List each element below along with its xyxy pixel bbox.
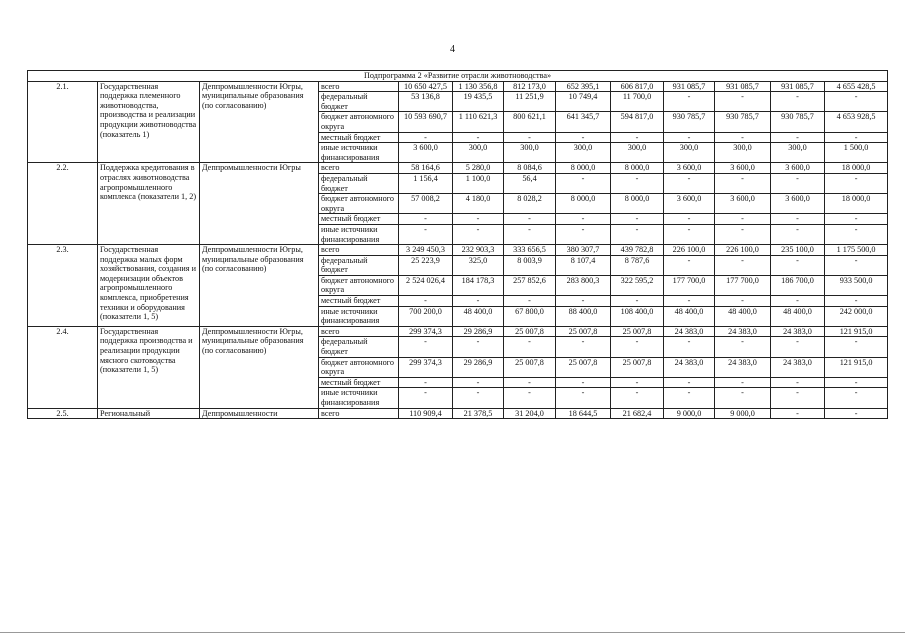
table-row bbox=[28, 245, 888, 256]
amount-cell: 177 700,0 bbox=[664, 275, 715, 295]
funding-source-label: бюджет автономного округа bbox=[319, 112, 399, 132]
amount-cell: - bbox=[771, 255, 825, 275]
amount-cell: - bbox=[556, 337, 611, 357]
amount-cell: - bbox=[664, 92, 715, 112]
amount-cell: - bbox=[556, 173, 611, 193]
amount-cell: - bbox=[825, 224, 888, 244]
amount-cell: - bbox=[715, 214, 771, 225]
amount-cell: 4 655 428,5 bbox=[825, 81, 888, 92]
amount-cell: 931 085,7 bbox=[771, 81, 825, 92]
amount-cell: 108 400,0 bbox=[611, 306, 664, 326]
amount-cell: 232 903,3 bbox=[453, 245, 504, 256]
amount-cell: 9 000,0 bbox=[664, 408, 715, 419]
bottom-rule bbox=[0, 632, 905, 633]
amount-cell: 25 007,8 bbox=[504, 326, 556, 337]
amount-cell: 25 007,8 bbox=[556, 357, 611, 377]
amount-cell: - bbox=[825, 337, 888, 357]
amount-cell: 110 909,4 bbox=[399, 408, 453, 419]
amount-cell: - bbox=[611, 296, 664, 307]
amount-cell: - bbox=[504, 224, 556, 244]
amount-cell: 300,0 bbox=[611, 143, 664, 163]
funding-source-label: бюджет автономного округа bbox=[319, 194, 399, 214]
amount-cell: 121 915,0 bbox=[825, 326, 888, 337]
amount-cell: 67 800,0 bbox=[504, 306, 556, 326]
amount-cell: 18 644,5 bbox=[556, 408, 611, 419]
measure-number: 2.5. bbox=[28, 408, 98, 419]
amount-cell: - bbox=[771, 224, 825, 244]
amount-cell: - bbox=[715, 296, 771, 307]
amount-cell: 652 395,1 bbox=[556, 81, 611, 92]
amount-cell: 4 653 928,5 bbox=[825, 112, 888, 132]
amount-cell: - bbox=[664, 255, 715, 275]
amount-cell: - bbox=[611, 224, 664, 244]
amount-cell: - bbox=[399, 132, 453, 143]
amount-cell: 931 085,7 bbox=[715, 81, 771, 92]
amount-cell: - bbox=[825, 408, 888, 419]
measure-number: 2.2. bbox=[28, 163, 98, 245]
amount-cell: 300,0 bbox=[664, 143, 715, 163]
amount-cell: 300,0 bbox=[556, 143, 611, 163]
amount-cell: - bbox=[399, 214, 453, 225]
amount-cell: 21 378,5 bbox=[453, 408, 504, 419]
measure-number: 2.1. bbox=[28, 81, 98, 163]
amount-cell: 3 600,0 bbox=[399, 143, 453, 163]
funding-source-label: бюджет автономного округа bbox=[319, 275, 399, 295]
amount-cell: - bbox=[715, 377, 771, 388]
amount-cell: 25 223,9 bbox=[399, 255, 453, 275]
funding-source-label: всего bbox=[319, 326, 399, 337]
amount-cell: - bbox=[504, 337, 556, 357]
amount-cell: 300,0 bbox=[715, 143, 771, 163]
amount-cell: 10 593 690,7 bbox=[399, 112, 453, 132]
amount-cell: 300,0 bbox=[771, 143, 825, 163]
amount-cell: - bbox=[453, 132, 504, 143]
amount-cell: 88 400,0 bbox=[556, 306, 611, 326]
amount-cell: 700 200,0 bbox=[399, 306, 453, 326]
amount-cell: 3 600,0 bbox=[771, 163, 825, 174]
amount-cell: 184 178,3 bbox=[453, 275, 504, 295]
amount-cell: 24 383,0 bbox=[664, 326, 715, 337]
amount-cell: 300,0 bbox=[504, 143, 556, 163]
amount-cell: - bbox=[556, 377, 611, 388]
measure-title: Региональный bbox=[98, 408, 200, 419]
amount-cell: 299 374,3 bbox=[399, 357, 453, 377]
amount-cell: 25 007,8 bbox=[556, 326, 611, 337]
page-number: 4 bbox=[450, 44, 455, 55]
amount-cell: 3 600,0 bbox=[664, 163, 715, 174]
amount-cell: 931 085,7 bbox=[664, 81, 715, 92]
amount-cell: 1 130 356,8 bbox=[453, 81, 504, 92]
table-row bbox=[28, 326, 888, 337]
amount-cell: - bbox=[771, 377, 825, 388]
funding-source-label: иные источники финансирования bbox=[319, 306, 399, 326]
amount-cell: 186 700,0 bbox=[771, 275, 825, 295]
amount-cell: - bbox=[453, 296, 504, 307]
table-row bbox=[28, 408, 888, 419]
amount-cell: 9 000,0 bbox=[715, 408, 771, 419]
amount-cell: - bbox=[715, 224, 771, 244]
amount-cell: - bbox=[504, 388, 556, 408]
amount-cell: - bbox=[399, 388, 453, 408]
amount-cell: 257 852,6 bbox=[504, 275, 556, 295]
amount-cell: - bbox=[611, 377, 664, 388]
amount-cell: 8 000,0 bbox=[556, 194, 611, 214]
amount-cell: - bbox=[664, 132, 715, 143]
amount-cell: 226 100,0 bbox=[664, 245, 715, 256]
funding-source-label: иные источники финансирования bbox=[319, 143, 399, 163]
amount-cell: 3 600,0 bbox=[715, 194, 771, 214]
amount-cell: 8 003,9 bbox=[504, 255, 556, 275]
amount-cell: - bbox=[504, 377, 556, 388]
amount-cell: 8 028,2 bbox=[504, 194, 556, 214]
amount-cell: - bbox=[556, 214, 611, 225]
amount-cell: - bbox=[715, 132, 771, 143]
amount-cell: - bbox=[399, 224, 453, 244]
amount-cell: 3 600,0 bbox=[771, 194, 825, 214]
amount-cell: 325,0 bbox=[453, 255, 504, 275]
amount-cell: - bbox=[664, 173, 715, 193]
amount-cell: - bbox=[825, 296, 888, 307]
measure-title: Государственная поддержка малых форм хозяйствования, создания и модернизации объектов агропромышленного комплекса, приобретения техники и оборудования (показатели 1, 5) bbox=[98, 245, 200, 327]
amount-cell: - bbox=[715, 337, 771, 357]
amount-cell: 57 008,2 bbox=[399, 194, 453, 214]
funding-source-label: всего bbox=[319, 245, 399, 256]
amount-cell: 641 345,7 bbox=[556, 112, 611, 132]
amount-cell: - bbox=[715, 255, 771, 275]
amount-cell: - bbox=[664, 214, 715, 225]
amount-cell: - bbox=[715, 388, 771, 408]
amount-cell: - bbox=[825, 214, 888, 225]
amount-cell: 439 782,8 bbox=[611, 245, 664, 256]
amount-cell: - bbox=[611, 337, 664, 357]
amount-cell: 177 700,0 bbox=[715, 275, 771, 295]
subprogram-header-row bbox=[28, 71, 888, 82]
amount-cell: 48 400,0 bbox=[715, 306, 771, 326]
amount-cell: - bbox=[771, 214, 825, 225]
amount-cell: - bbox=[825, 388, 888, 408]
amount-cell: - bbox=[556, 296, 611, 307]
amount-cell: 333 656,5 bbox=[504, 245, 556, 256]
amount-cell: 11 251,9 bbox=[504, 92, 556, 112]
funding-source-label: федеральный бюджет bbox=[319, 255, 399, 275]
amount-cell: 299 374,3 bbox=[399, 326, 453, 337]
funding-source-label: местный бюджет bbox=[319, 132, 399, 143]
table-row bbox=[28, 81, 888, 92]
amount-cell: - bbox=[715, 173, 771, 193]
amount-cell: 4 180,0 bbox=[453, 194, 504, 214]
measure-executor: Деппромышленности Югры, муниципальные образования (по согласованию) bbox=[200, 245, 319, 327]
amount-cell: 242 000,0 bbox=[825, 306, 888, 326]
amount-cell: - bbox=[611, 214, 664, 225]
amount-cell: - bbox=[825, 377, 888, 388]
subprogram-title: Подпрограмма 2 «Развитие отрасли животноводства» bbox=[28, 71, 888, 82]
amount-cell: - bbox=[771, 173, 825, 193]
amount-cell: 31 204,0 bbox=[504, 408, 556, 419]
amount-cell: 24 383,0 bbox=[715, 326, 771, 337]
measure-executor: Деппромышленности Югры, муниципальные образования (по согласованию) bbox=[200, 326, 319, 408]
amount-cell: 25 007,8 bbox=[611, 326, 664, 337]
amount-cell: 1 100,0 bbox=[453, 173, 504, 193]
amount-cell: - bbox=[771, 92, 825, 112]
amount-cell: 283 800,3 bbox=[556, 275, 611, 295]
funding-source-label: иные источники финансирования bbox=[319, 224, 399, 244]
amount-cell: - bbox=[453, 388, 504, 408]
amount-cell: 48 400,0 bbox=[771, 306, 825, 326]
measure-title: Государственная поддержка племенного животноводства, производства и реализации продукции животноводства (показатель 1) bbox=[98, 81, 200, 163]
amount-cell: 11 700,0 bbox=[611, 92, 664, 112]
amount-cell: - bbox=[664, 224, 715, 244]
amount-cell: 25 007,8 bbox=[504, 357, 556, 377]
amount-cell: 933 500,0 bbox=[825, 275, 888, 295]
amount-cell: - bbox=[825, 132, 888, 143]
amount-cell: - bbox=[611, 173, 664, 193]
amount-cell: 235 100,0 bbox=[771, 245, 825, 256]
amount-cell: 1 175 500,0 bbox=[825, 245, 888, 256]
amount-cell: 8 787,6 bbox=[611, 255, 664, 275]
amount-cell: 56,4 bbox=[504, 173, 556, 193]
funding-source-label: местный бюджет bbox=[319, 377, 399, 388]
amount-cell: - bbox=[664, 377, 715, 388]
budget-table bbox=[27, 70, 888, 419]
amount-cell: - bbox=[611, 388, 664, 408]
amount-cell: 380 307,7 bbox=[556, 245, 611, 256]
funding-source-label: местный бюджет bbox=[319, 214, 399, 225]
amount-cell: 606 817,0 bbox=[611, 81, 664, 92]
table-row bbox=[28, 163, 888, 174]
measure-number: 2.4. bbox=[28, 326, 98, 408]
funding-source-label: всего bbox=[319, 408, 399, 419]
amount-cell: 8 000,0 bbox=[611, 163, 664, 174]
amount-cell: 800 621,1 bbox=[504, 112, 556, 132]
amount-cell: 48 400,0 bbox=[453, 306, 504, 326]
amount-cell: 3 600,0 bbox=[715, 163, 771, 174]
amount-cell: 1 110 621,3 bbox=[453, 112, 504, 132]
amount-cell: - bbox=[399, 377, 453, 388]
amount-cell: - bbox=[399, 296, 453, 307]
amount-cell: - bbox=[771, 408, 825, 419]
amount-cell: 24 383,0 bbox=[771, 357, 825, 377]
amount-cell: 3 600,0 bbox=[664, 194, 715, 214]
amount-cell: - bbox=[664, 388, 715, 408]
amount-cell: 48 400,0 bbox=[664, 306, 715, 326]
funding-source-label: федеральный бюджет bbox=[319, 173, 399, 193]
amount-cell: 812 173,0 bbox=[504, 81, 556, 92]
amount-cell: 930 785,7 bbox=[715, 112, 771, 132]
amount-cell: 53 136,8 bbox=[399, 92, 453, 112]
measure-executor: Деппромышленности bbox=[200, 408, 319, 419]
amount-cell: 10 749,4 bbox=[556, 92, 611, 112]
amount-cell: - bbox=[771, 132, 825, 143]
funding-source-label: всего bbox=[319, 81, 399, 92]
amount-cell: 25 007,8 bbox=[611, 357, 664, 377]
amount-cell: - bbox=[771, 388, 825, 408]
amount-cell: 930 785,7 bbox=[771, 112, 825, 132]
amount-cell: - bbox=[825, 173, 888, 193]
amount-cell: 18 000,0 bbox=[825, 163, 888, 174]
amount-cell: 322 595,2 bbox=[611, 275, 664, 295]
amount-cell: 1 156,4 bbox=[399, 173, 453, 193]
measure-executor: Деппромышленности Югры, муниципальные образования (по согласованию) bbox=[200, 81, 319, 163]
amount-cell: - bbox=[825, 92, 888, 112]
amount-cell: - bbox=[771, 337, 825, 357]
amount-cell: 8 000,0 bbox=[556, 163, 611, 174]
amount-cell: 24 383,0 bbox=[771, 326, 825, 337]
amount-cell: 2 524 026,4 bbox=[399, 275, 453, 295]
amount-cell: 19 435,5 bbox=[453, 92, 504, 112]
amount-cell: - bbox=[399, 337, 453, 357]
amount-cell: - bbox=[504, 214, 556, 225]
measure-number: 2.3. bbox=[28, 245, 98, 327]
amount-cell: 21 682,4 bbox=[611, 408, 664, 419]
amount-cell: - bbox=[453, 224, 504, 244]
amount-cell: 8 107,4 bbox=[556, 255, 611, 275]
funding-source-label: бюджет автономного округа bbox=[319, 357, 399, 377]
amount-cell: 29 286,9 bbox=[453, 326, 504, 337]
amount-cell: 24 383,0 bbox=[664, 357, 715, 377]
amount-cell: 18 000,0 bbox=[825, 194, 888, 214]
amount-cell: 226 100,0 bbox=[715, 245, 771, 256]
amount-cell: - bbox=[453, 337, 504, 357]
amount-cell: 29 286,9 bbox=[453, 357, 504, 377]
amount-cell: 24 383,0 bbox=[715, 357, 771, 377]
amount-cell: - bbox=[825, 255, 888, 275]
amount-cell: 121 915,0 bbox=[825, 357, 888, 377]
amount-cell: - bbox=[556, 388, 611, 408]
measure-executor: Деппромышленности Югры bbox=[200, 163, 319, 245]
amount-cell: - bbox=[664, 296, 715, 307]
amount-cell: 300,0 bbox=[453, 143, 504, 163]
funding-source-label: федеральный бюджет bbox=[319, 337, 399, 357]
measure-title: Поддержка кредитования в отраслях животноводства агропромышленного комплекса (показатели 1, 2) bbox=[98, 163, 200, 245]
amount-cell: - bbox=[556, 224, 611, 244]
measure-title: Государственная поддержка производства и реализации продукции мясного скотоводства (показатели 1, 5) bbox=[98, 326, 200, 408]
funding-source-label: федеральный бюджет bbox=[319, 92, 399, 112]
amount-cell: 58 164,6 bbox=[399, 163, 453, 174]
amount-cell: 3 249 450,3 bbox=[399, 245, 453, 256]
amount-cell: 8 000,0 bbox=[611, 194, 664, 214]
amount-cell: - bbox=[556, 132, 611, 143]
amount-cell: - bbox=[504, 296, 556, 307]
amount-cell: - bbox=[715, 92, 771, 112]
amount-cell: - bbox=[504, 132, 556, 143]
funding-source-label: местный бюджет bbox=[319, 296, 399, 307]
amount-cell: 8 084,6 bbox=[504, 163, 556, 174]
amount-cell: - bbox=[664, 337, 715, 357]
amount-cell: 594 817,0 bbox=[611, 112, 664, 132]
amount-cell: - bbox=[453, 377, 504, 388]
amount-cell: - bbox=[453, 214, 504, 225]
amount-cell: - bbox=[771, 296, 825, 307]
funding-source-label: иные источники финансирования bbox=[319, 388, 399, 408]
amount-cell: 1 500,0 bbox=[825, 143, 888, 163]
amount-cell: 10 650 427,5 bbox=[399, 81, 453, 92]
amount-cell: 930 785,7 bbox=[664, 112, 715, 132]
funding-source-label: всего bbox=[319, 163, 399, 174]
amount-cell: - bbox=[611, 132, 664, 143]
amount-cell: 5 280,0 bbox=[453, 163, 504, 174]
